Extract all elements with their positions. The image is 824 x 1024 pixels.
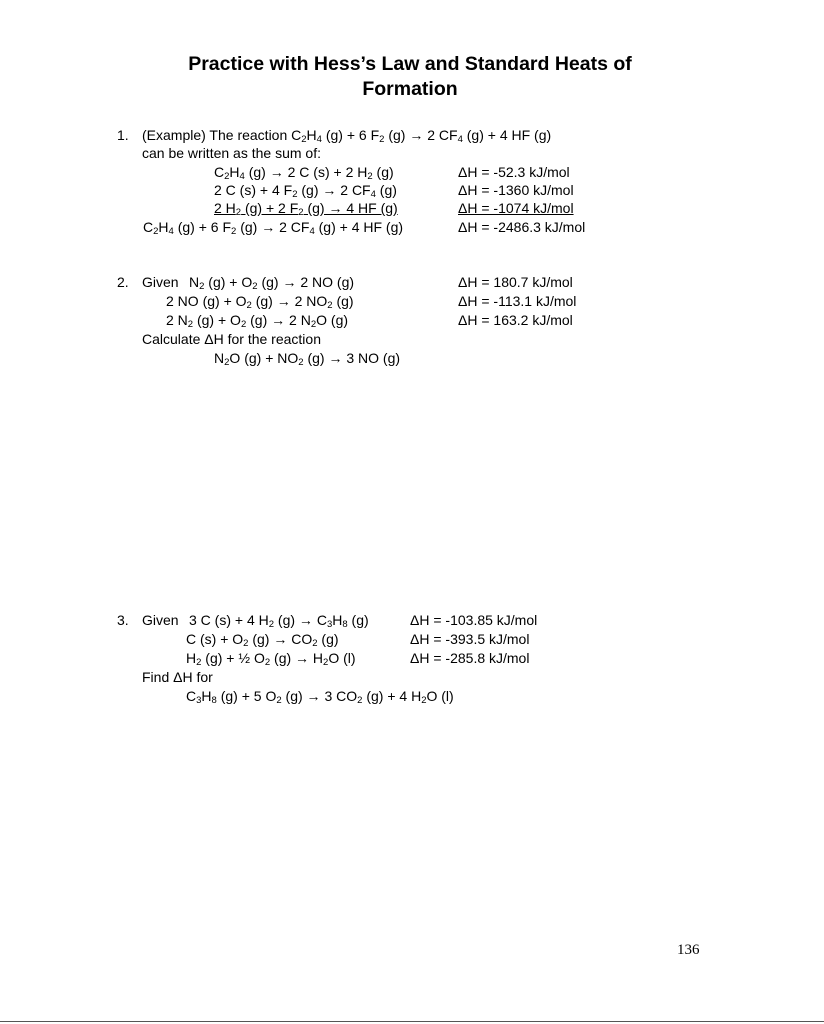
problem-1-step-1-reaction: $C_2H_4$ (g) → 2 C (s) + 2 $H_2$ (g) xyxy=(214,164,394,182)
page-title xyxy=(130,52,690,102)
problem-1-step-3-reaction: 2 $H_2$ (g) + 2 $F_2$ (g) → 4 HF (g) xyxy=(214,200,398,218)
problem-2-given-2-dh: ΔH = -113.1 kJ/mol xyxy=(458,293,577,309)
problem-2-target-reaction: $N_2O$ $(g) + NO_2$ (g) → 3 NO (g) xyxy=(214,350,401,368)
problem-2-given-3-dh: ΔH = 163.2 kJ/mol xyxy=(458,312,573,328)
problem-1-step-2-dh: ΔH = -1360 kJ/mol xyxy=(458,182,574,198)
problem-1-number: 1. xyxy=(117,127,129,143)
problem-2-number: 2. xyxy=(117,274,129,290)
problem-3-given-3-reaction: $H_2$ (g) + ½ $O_2$ $(g) \to H_2O$ (l) xyxy=(186,650,356,668)
problem-3-given-1-reaction: 3 C (s) + 4 $H_2$ $(g) \to C_3H_8$ (g) xyxy=(189,612,369,630)
page-bottom-rule xyxy=(0,1021,824,1022)
problem-3-given-label: Given xyxy=(142,612,179,628)
title-line-1: Practice with Hess’s Law and Standard Heats of xyxy=(188,53,632,75)
problem-3-given-1-dh: ΔH = -103.85 kJ/mol xyxy=(410,612,538,628)
problem-3-given-2-reaction: C $(s) + O_2$ $(g) \to CO_2$ (g) xyxy=(186,631,339,649)
page-number: 136 xyxy=(677,942,700,958)
problem-3-prompt: Find ΔH for xyxy=(142,669,213,685)
problem-2-prompt: Calculate ΔH for the reaction xyxy=(142,331,321,347)
problem-2-given-label: Given xyxy=(142,274,179,290)
problem-3-number: 3. xyxy=(117,612,129,628)
problem-2-given-3-reaction: 2 $N_2$ $(g) + O_2$ (g) → 2 $N_2O$ (g) xyxy=(166,312,349,330)
problem-3-given-3-dh: ΔH = -285.8 kJ/mol xyxy=(410,650,530,666)
problem-1-intro: (Example) The reaction $C_2H_4$ (g) + 6 $F_2$ (g) → 2 $CF_4$ (g) + 4 HF (g) xyxy=(142,127,552,145)
problem-3-given-2-dh: ΔH = -393.5 kJ/mol xyxy=(410,631,530,647)
problem-1-step-2-reaction: 2 C (s) + 4 $F_2$ (g) → 2 $CF_4$ (g) xyxy=(214,182,397,200)
title-line-2: Formation xyxy=(362,78,458,100)
problem-1-step-1-dh: ΔH = -52.3 kJ/mol xyxy=(458,164,570,180)
problem-2-given-1-dh: ΔH = 180.7 kJ/mol xyxy=(458,274,573,290)
problem-1-total-reaction: $C_2H_4$ (g) + 6 $F_2$ (g) → 2 $CF_4$ (g) + 4 HF (g) xyxy=(143,219,404,237)
problem-1-step-3-dh: ΔH = -1074 kJ/mol xyxy=(458,200,574,216)
problem-2-given-1-reaction: $N_2$ $(g) + O_2$ (g) → 2 NO (g) xyxy=(189,274,355,292)
problem-1-intro-2: can be written as the sum of: xyxy=(142,145,321,161)
problem-1-total-dh: ΔH = -2486.3 kJ/mol xyxy=(458,219,586,235)
problem-3-target-reaction: $C_3H_8$ (g) + 5 $O_2$ (g) → 3 $CO_2$ (g) + 4 $H_2O$ (l) xyxy=(186,688,454,706)
problem-2-given-2-reaction: 2 NO $(g) + O_2$ (g) → 2 $NO_2$ (g) xyxy=(166,293,354,311)
